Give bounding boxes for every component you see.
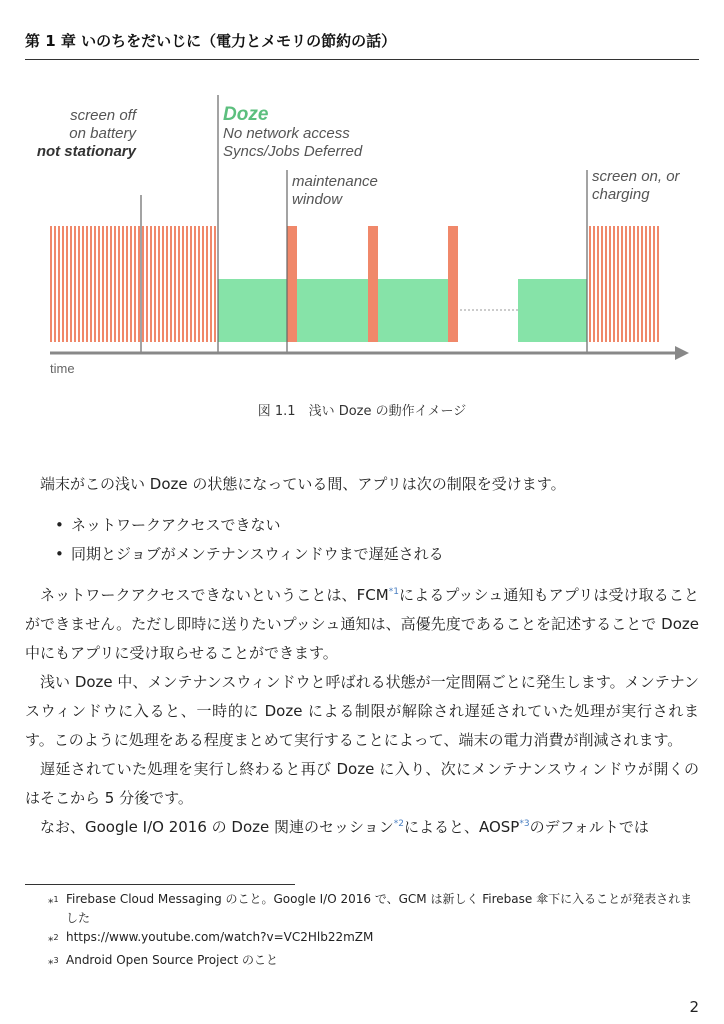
activity-stripe <box>174 226 176 342</box>
footnote-2 <box>48 928 700 951</box>
activity-stripe <box>182 226 184 342</box>
paragraph-text: ネットワークアクセスできないということは、FCM <box>40 586 389 604</box>
activity-stripe <box>162 226 164 342</box>
activity-stripe <box>98 226 100 342</box>
activity-stripe <box>621 226 623 342</box>
paragraph-maintenance: 浅い Doze 中、メンテナンスウィンドウと呼ばれる状態が一定間隔ごとに発生します。メンテナンスウィンドウに入ると、一時的に Doze による制限が解除され遅延されていた処理が実行されます。このように処理をある程度まとめて実行することによって、端末の電力消費が削減されます。 <box>25 673 699 749</box>
activity-stripe <box>86 226 88 342</box>
activity-stripe <box>601 226 603 342</box>
footnote-divider <box>25 884 295 885</box>
paragraph-intro: 端末がこの浅い Doze の状態になっている間、アプリは次の制限を受けます。 <box>40 475 566 493</box>
chapter-title: 第 1 章 いのちをだいじに（電力とメモリの節約の話） <box>25 32 397 50</box>
activity-stripe <box>617 226 619 342</box>
activity-stripe <box>130 226 132 342</box>
chapter-header <box>25 30 699 60</box>
activity-stripe <box>605 226 607 342</box>
activity-stripe <box>74 226 76 342</box>
activity-stripe <box>649 226 651 342</box>
activity-stripe <box>210 226 212 342</box>
label-syncs-deferred: Syncs/Jobs Deferred <box>223 143 363 160</box>
activity-stripe <box>58 226 60 342</box>
footnote-text: Firebase Cloud Messaging のこと。Google I/O 2016 で、GCM は新しく Firebase 傘下に入ることが発表されました <box>66 892 693 925</box>
label-time: time <box>50 361 75 376</box>
activity-stripe <box>54 226 56 342</box>
doze-diagram <box>25 85 699 385</box>
label-no-network: No network access <box>223 125 350 142</box>
footnote-1 <box>48 890 700 928</box>
activity-stripe <box>194 226 196 342</box>
activity-stripe <box>206 226 208 342</box>
activity-stripe <box>114 226 116 342</box>
footnote-ref-2[interactable]: *2 <box>393 819 404 829</box>
list-item: • ネットワークアクセスできない <box>55 511 699 540</box>
activity-stripe <box>110 226 112 342</box>
activity-stripe <box>186 226 188 342</box>
activity-stripe <box>170 226 172 342</box>
label-window: window <box>292 191 343 208</box>
activity-stripe <box>142 226 144 342</box>
activity-stripe <box>198 226 200 342</box>
activity-stripe <box>633 226 635 342</box>
activity-stripe <box>82 226 84 342</box>
activity-stripe <box>102 226 104 342</box>
maintenance-window-bar <box>448 226 458 342</box>
doze-block <box>518 279 587 342</box>
activity-stripe <box>146 226 148 342</box>
footnote-mark: *$^2$ <box>48 933 59 948</box>
activity-stripe <box>641 226 643 342</box>
paragraph-network <box>25 581 699 668</box>
activity-stripe <box>106 226 108 342</box>
activity-stripe <box>66 226 68 342</box>
activity-stripe <box>593 226 595 342</box>
activity-stripe <box>629 226 631 342</box>
activity-stripe <box>122 226 124 342</box>
activity-stripe <box>589 226 591 342</box>
restriction-list <box>25 511 699 569</box>
paragraph-text: によるプッシュ通知もアプリは受け取ることができません。ただし即時に送りたいプッシュ通知は、高優先度であることを記述することで Doze 中にもアプリに受け取らせることができます。 <box>25 586 699 662</box>
activity-stripe <box>154 226 156 342</box>
label-on-battery: on battery <box>69 125 136 142</box>
screen-off-activity-stripes <box>50 226 216 342</box>
activity-stripe <box>158 226 160 342</box>
paragraph-text: のデフォルトでは <box>529 818 649 836</box>
activity-stripe <box>657 226 659 342</box>
body-text <box>25 470 699 842</box>
activity-stripe <box>613 226 615 342</box>
activity-stripe <box>150 226 152 342</box>
label-screen-off: screen off <box>70 107 136 124</box>
doze-block <box>378 279 448 342</box>
activity-stripe <box>645 226 647 342</box>
activity-stripe <box>625 226 627 342</box>
list-item: • 同期とジョブがメンテナンスウィンドウまで遅延される <box>55 540 699 569</box>
charging-activity-stripes <box>589 226 659 342</box>
activity-stripe <box>190 226 192 342</box>
label-screen-on: screen on, or <box>592 168 680 185</box>
paragraph-text: によると、AOSP <box>403 818 520 836</box>
activity-stripe <box>126 226 128 342</box>
activity-stripe <box>50 226 52 342</box>
footnote-3 <box>48 951 700 974</box>
activity-stripe <box>166 226 168 342</box>
activity-stripe <box>134 226 136 342</box>
label-maintenance: maintenance <box>292 173 378 190</box>
activity-stripe <box>202 226 204 342</box>
time-axis-arrowhead <box>675 346 689 360</box>
activity-stripe <box>78 226 80 342</box>
footnote-ref-1[interactable]: *1 <box>388 587 399 597</box>
activity-stripe <box>62 226 64 342</box>
activity-stripe <box>70 226 72 342</box>
paragraph-interval: 遅延されていた処理を実行し終わると再び Doze に入り、次にメンテナンスウィンドウが開くのはそこから 5 分後です。 <box>25 760 699 807</box>
doze-block <box>297 279 368 342</box>
footnotes <box>48 890 700 973</box>
activity-stripe <box>178 226 180 342</box>
activity-stripe <box>653 226 655 342</box>
figure-caption: 図 1.1 浅い Doze の動作イメージ <box>257 404 467 419</box>
label-charging: charging <box>592 186 650 203</box>
activity-stripe <box>90 226 92 342</box>
maintenance-window-bar <box>368 226 378 342</box>
label-not-stationary: not stationary <box>36 143 136 160</box>
footnote-link[interactable]: https://www.youtube.com/watch?v=VC2Hlb22mZM <box>66 930 374 944</box>
activity-stripe <box>597 226 599 342</box>
paragraph-session <box>25 813 699 842</box>
footnote-mark: *$^3$ <box>48 955 59 971</box>
activity-stripe <box>214 226 216 342</box>
maintenance-window-bar <box>287 226 297 342</box>
activity-stripe <box>118 226 120 342</box>
footnote-mark: *$^1$ <box>48 895 59 910</box>
label-doze: Doze <box>223 104 269 125</box>
footnote-text: Android Open Source Project のこと <box>66 952 278 967</box>
activity-stripe <box>94 226 96 342</box>
page-number: 2 <box>689 998 699 1016</box>
doze-block <box>218 279 287 342</box>
activity-stripe <box>637 226 639 342</box>
activity-stripe <box>609 226 611 342</box>
doze-periods <box>218 279 587 342</box>
footnote-ref-3[interactable]: *3 <box>519 819 530 829</box>
paragraph-text: なお、Google I/O 2016 の Doze 関連のセッション <box>40 818 394 836</box>
activity-stripe <box>138 226 140 342</box>
